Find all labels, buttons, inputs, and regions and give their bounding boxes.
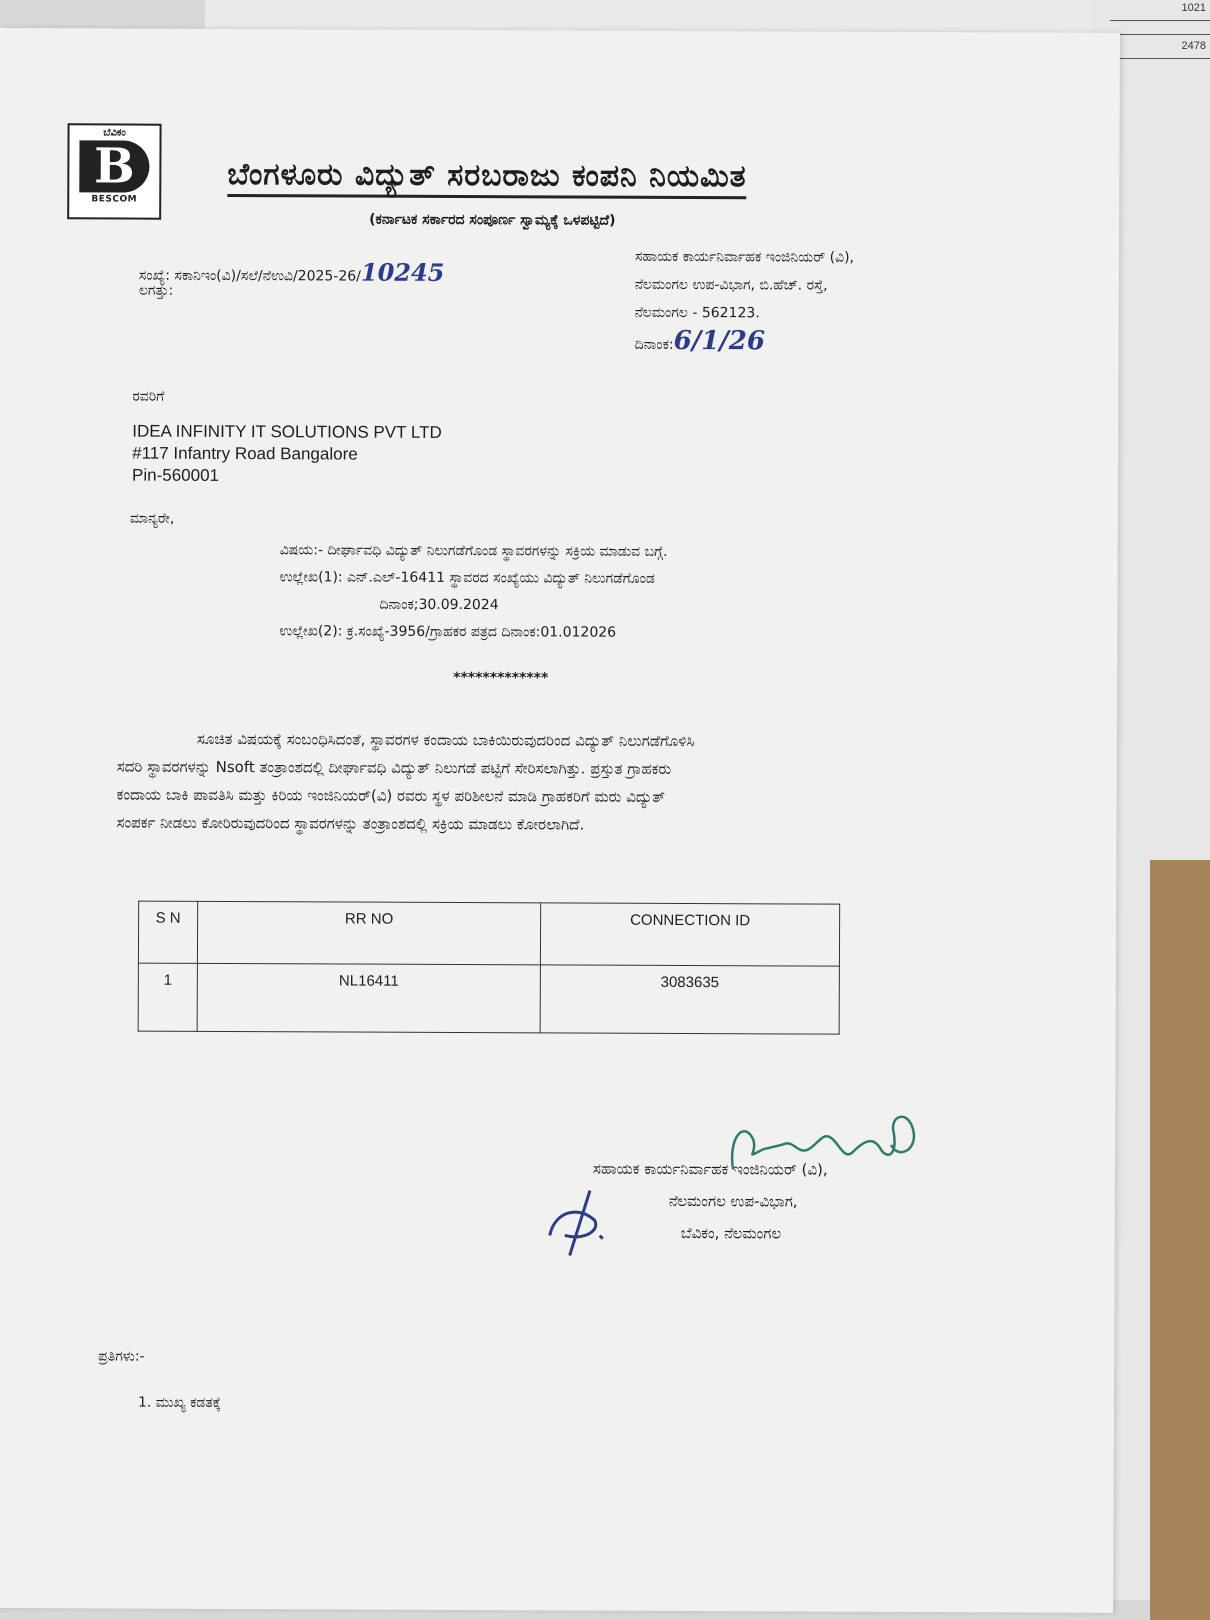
recipient-name: IDEA INFINITY IT SOLUTIONS PVT LTD	[132, 421, 442, 442]
letter-body	[116, 725, 1016, 841]
body-line-3: ಕಂದಾಯ ಬಾಕಿ ಪಾವತಿಸಿ ಮತ್ತು ಕಿರಿಯ ಇಂಜಿನಿಯರ್(ವಿ) ರವರು ಸ್ಥಳ ಪರಿಶೀಲನೆ ಮಾಡಿ ಗ್ರಾಹಕರಿಗೆ ಮರು ವಿದ್ಯುತ್	[116, 785, 666, 806]
table-header-sn: S N	[138, 901, 197, 963]
office-address	[635, 243, 855, 360]
office-date	[635, 327, 854, 360]
signature-line-3: ಬೆವಿಕಂ, ನೆಲಮಂಗಲ	[680, 1223, 782, 1243]
logo-b-mark: B	[79, 140, 149, 192]
copies-label: ಪ್ರತಿಗಳು:-	[98, 1348, 145, 1365]
subject-reference-1-date: ದಿನಾಂಕ;30.09.2024	[379, 596, 499, 614]
signature-line-2: ನೆಲಮಂಗಲ ಉಪ-ವಿಭಾಗ,	[668, 1191, 798, 1211]
office-date-handwritten: 6/1/26	[673, 325, 766, 357]
connection-table	[138, 901, 841, 1035]
logo-kannada-text: ಬೆವಿಕಂ	[103, 127, 126, 139]
letter-page	[0, 28, 1120, 1613]
enclosure-label: ಲಗತ್ತು:	[138, 282, 174, 299]
subject-reference-2: ಉಲ್ಲೇಖ(2): ಕ್ರ.ಸಂಖ್ಯೆ-3956/ಗ್ರಾಹಕರ ಪತ್ರದ ದಿನಾಂಕ:01.012026	[279, 623, 617, 641]
salutation: ಮಾನ್ಯರೇ,	[129, 510, 175, 527]
subject-line: ವಿಷಯ:- ದೀರ್ಘಾವಧಿ ವಿದ್ಯುತ್ ನಿಲುಗಡೆಗೊಂಡ ಸ್ಥಾವರಗಳನ್ನು ಸಕ್ರಿಯ ಮಾಡುವ ಬಗ್ಗೆ.	[279, 542, 668, 560]
office-line-1: ಸಹಾಯಕ ಕಾರ್ಯನಿರ್ವಾಹಕ ಇಂಜಿನಿಯರ್ (ವಿ),	[634, 248, 855, 266]
reference-number	[139, 257, 445, 287]
table-header-connection-id: CONNECTION ID	[540, 903, 839, 966]
reference-number-label: ಸಂಖ್ಯೆ: ಸಕಾನಿಇಂ(ವಿ)/ಸಲೆ/ನೆಉವಿ/2025-26/	[138, 267, 361, 285]
body-line-2: ಸದರಿ ಸ್ಥಾವರಗಳನ್ನು Nsoft ತಂತ್ರಾಂಶದಲ್ಲಿ ದೀರ್ಘಾವಧಿ ವಿದ್ಯುತ್ ನಿಲುಗಡೆ ಪಟ್ಟಿಗೆ ಸೇರಿಸಲಾಗಿತ್ತು. ಪ್ರಸ್ತುತ ಗ್ರಾಹಕರು	[116, 757, 672, 778]
signature-block	[593, 1153, 828, 1250]
recipient-to: ರವರಿಗೆ	[132, 388, 165, 405]
body-line-4: ಸಂಪರ್ಕ ನೀಡಲು ಕೋರಿರುವುದರಿಂದ ಸ್ಥಾವರಗಳನ್ನು ತಂತ್ರಾಂಶದಲ್ಲಿ ಸಕ್ರಿಯ ಮಾಡಲು ಕೋರಲಾಗಿದೆ.	[116, 813, 585, 834]
signature-line-1: ಸಹಾಯಕ ಕಾರ್ಯನಿರ್ವಾಹಕ ಇಂಜಿನಿಯರ್ (ವಿ),	[592, 1159, 828, 1179]
table-cell-connection-id: 3083635	[540, 965, 839, 1034]
subject-reference-1: ಉಲ್ಲೇಖ(1): ಎನ್.ಎಲ್-16411 ಸ್ಥಾವರದ ಸಂಖ್ಯೆಯು ವಿದ್ಯುತ್ ನಿಲುಗಡೆಗೊಂಡ	[279, 569, 655, 587]
recipient-address: #117 Infantry Road Bangalore	[132, 443, 358, 464]
separator-stars: *************	[453, 669, 549, 687]
bescom-logo	[67, 123, 161, 219]
office-line-2: ನೆಲಮಂಗಲ ಉಪ-ವಿಭಾಗ, ಬಿ.ಹೆಚ್. ರಸ್ತೆ,	[634, 276, 828, 294]
wooden-table-edge	[1150, 860, 1210, 1620]
table-header-row	[138, 901, 839, 966]
reference-number-handwritten: 10245	[360, 257, 445, 287]
office-date-label: ದಿನಾಂಕ:	[634, 336, 674, 353]
table-cell-sn: 1	[138, 963, 197, 1031]
table-header-rr-no: RR NO	[197, 901, 540, 964]
subject-block	[279, 537, 667, 647]
table-cell-rr-no: NL16411	[197, 963, 540, 1032]
recipient-pin: Pin-560001	[132, 465, 220, 485]
side-number-1: 1021	[1181, 2, 1206, 14]
side-number-2: 2478	[1181, 40, 1206, 52]
recipient-block	[132, 421, 442, 488]
company-title: ಬೆಂಗಳೂರು ವಿದ್ಯುತ್ ಸರಬರಾಜು ಕಂಪನಿ ನಿಯಮಿತ	[227, 157, 746, 199]
copies-item-1: 1. ಮುಖ್ಯ ಕಡತಕ್ಕೆ	[137, 1394, 222, 1411]
body-line-1: ಸೂಚಿತ ವಿಷಯಕ್ಕೆ ಸಂಬಂಧಿಸಿದಂತೆ, ಸ್ಥಾವರಗಳ ಕಂದಾಯ ಬಾಕಿಯಿರುವುದರಿಂದ ವಿದ್ಯುತ್ ನಿಲುಗಡೆಗೊಳಿಸಿ	[196, 729, 695, 751]
table-row	[138, 963, 839, 1034]
office-line-3: ನೆಲಮಂಗಲ - 562123.	[634, 304, 760, 322]
logo-english-text: BESCOM	[91, 194, 138, 205]
company-subtitle: (ಕರ್ನಾಟಕ ಸರ್ಕಾರದ ಸಂಪೂರ್ಣ ಸ್ವಾಮ್ಯಕ್ಕೆ ಒಳಪಟ್ಟಿದೆ)	[369, 211, 616, 229]
